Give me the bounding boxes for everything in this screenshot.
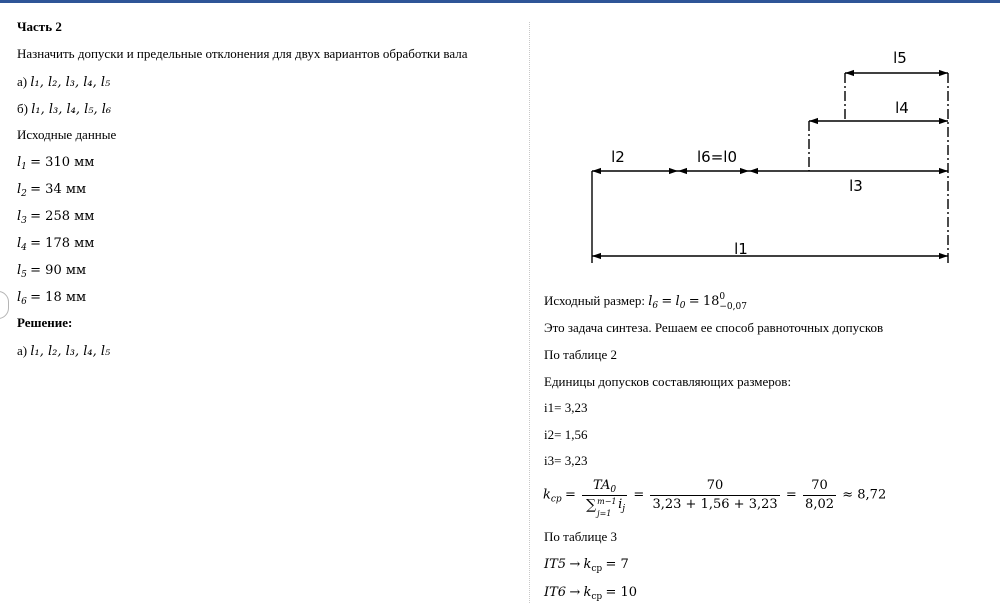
- label-l3: l3: [849, 177, 863, 195]
- fraction-3: [803, 477, 836, 514]
- it-grade: IT5: [544, 557, 567, 572]
- var-value: = 90 мм: [30, 263, 87, 278]
- label-l4: l4: [895, 99, 909, 117]
- solution-variant: [17, 343, 110, 360]
- solution-heading: Решение:: [17, 315, 73, 330]
- synthesis-text: Это задача синтеза. Решаем ее способ равноточных допусков: [544, 320, 884, 335]
- var-index: 2: [21, 189, 27, 199]
- source-size-lhs-index: 6: [652, 301, 659, 311]
- source-size-value: 18: [702, 294, 720, 309]
- solution-variant-prefix: а): [17, 343, 28, 358]
- it-value: = 10: [605, 585, 638, 600]
- var-index: 6: [21, 297, 27, 307]
- sum-var-sub: j: [622, 504, 626, 514]
- source-data-row: [17, 235, 94, 252]
- sum-var: i: [618, 497, 623, 512]
- formula-lhs: k: [543, 487, 551, 503]
- fraction-2: [650, 477, 779, 514]
- source-data-row: [17, 289, 86, 306]
- section-title: Часть 2: [17, 19, 62, 34]
- dimension-chain-diagram: [560, 35, 980, 270]
- var-value: = 310 мм: [30, 155, 95, 170]
- var-index: 3: [21, 216, 27, 226]
- var-index: 5: [21, 270, 27, 280]
- tolerance-lower: −0,07: [719, 302, 747, 312]
- it-k-sub: ср: [591, 564, 603, 574]
- it-row: [544, 584, 637, 601]
- tolerance-stack: [719, 292, 753, 312]
- var-name: l: [17, 155, 22, 170]
- unit-item: i1= 3,23: [544, 400, 588, 415]
- solution-variant-formula: l₁, l₂, l₃, l₄, l₅: [30, 344, 111, 359]
- kcp-formula: $k_{cp}$ = $TA_0$ ∑ m−1 j=1 $i_j$ = $\frac{70}{3,23 + 1,56 + 3,23}$ = $\frac{70}{8,02}$ ≈ 8,72: [543, 477, 886, 514]
- var-index: 1: [21, 162, 27, 172]
- var-value: = 34 мм: [30, 182, 87, 197]
- variant-a-prefix: а): [17, 74, 28, 89]
- source-data-row: [17, 262, 86, 279]
- var-value: = 178 мм: [30, 236, 95, 251]
- variant-b-prefix: б): [17, 101, 28, 116]
- var-name: l: [17, 209, 22, 224]
- formula-result: ≈ 8,72: [842, 487, 887, 503]
- table2-text: По таблице 2: [544, 347, 617, 362]
- variant-b-formula: l₁, l₃, l₄, l₅, l₆: [31, 102, 112, 117]
- var-value: = 18 мм: [30, 290, 87, 305]
- variant-b: [17, 101, 111, 118]
- it-row: [544, 556, 629, 573]
- label-l5: l5: [893, 49, 907, 67]
- sum-sub: j=1: [597, 509, 612, 518]
- window-top-bar: [0, 0, 1000, 3]
- it-arrow: →: [569, 557, 581, 572]
- var-name: l: [17, 290, 22, 305]
- unit-item: i3= 3,23: [544, 453, 588, 468]
- label-l6: l6=l0: [697, 148, 737, 166]
- tolerance-upper: 0: [719, 292, 726, 302]
- var-index: 4: [21, 243, 27, 253]
- var-name: l: [17, 263, 22, 278]
- label-l2: l2: [611, 148, 625, 166]
- frac1-num: TA: [593, 478, 611, 493]
- units-heading: Единицы допусков составляющих размеров:: [544, 374, 792, 389]
- frac2-num: 70: [706, 478, 724, 493]
- label-l1: l1: [734, 240, 748, 258]
- frac3-den: 8,02: [805, 497, 834, 512]
- var-value: = 258 мм: [30, 209, 95, 224]
- var-name: l: [17, 236, 22, 251]
- column-divider: [529, 22, 530, 603]
- page-scroll-handle[interactable]: [0, 291, 9, 319]
- fraction-1: [582, 477, 627, 518]
- frac1-num-sub: 0: [610, 485, 617, 495]
- unit-item: i2= 1,56: [544, 427, 588, 442]
- source-data-row: [17, 154, 94, 171]
- source-size-mid: l: [675, 294, 680, 309]
- variant-a-formula: l₁, l₂, l₃, l₄, l₅: [30, 75, 111, 90]
- variant-a: [17, 74, 110, 91]
- task-text: Назначить допуски и предельные отклонения для двух вариантов обработки вала: [17, 46, 468, 61]
- it-k-sub: ср: [591, 592, 603, 602]
- sum-symbol: ∑ m−1 j=1: [584, 496, 618, 514]
- source-size-text: Исходный размер:: [544, 293, 645, 308]
- source-data-row: [17, 208, 94, 225]
- table3-text: По таблице 3: [544, 529, 617, 544]
- frac2-den: 3,23 + 1,56 + 3,23: [652, 497, 778, 512]
- source-size-lhs: l: [648, 294, 653, 309]
- it-grade: IT6: [544, 585, 567, 600]
- it-value: = 7: [605, 557, 629, 572]
- it-k: k: [583, 585, 592, 600]
- source-data-row: [17, 181, 86, 198]
- formula-lhs-sub: cp: [550, 494, 562, 505]
- source-size-mid-index: 0: [679, 301, 686, 311]
- source-size-line: Исходный размер: $l_6 = l_0 = 18$ 0 −0,07: [544, 292, 753, 312]
- var-name: l: [17, 182, 22, 197]
- sum-sup: m−1: [597, 497, 617, 506]
- frac3-num: 70: [811, 478, 828, 493]
- it-arrow: →: [569, 585, 581, 600]
- it-k: k: [583, 557, 592, 572]
- source-data-heading: Исходные данные: [17, 127, 117, 142]
